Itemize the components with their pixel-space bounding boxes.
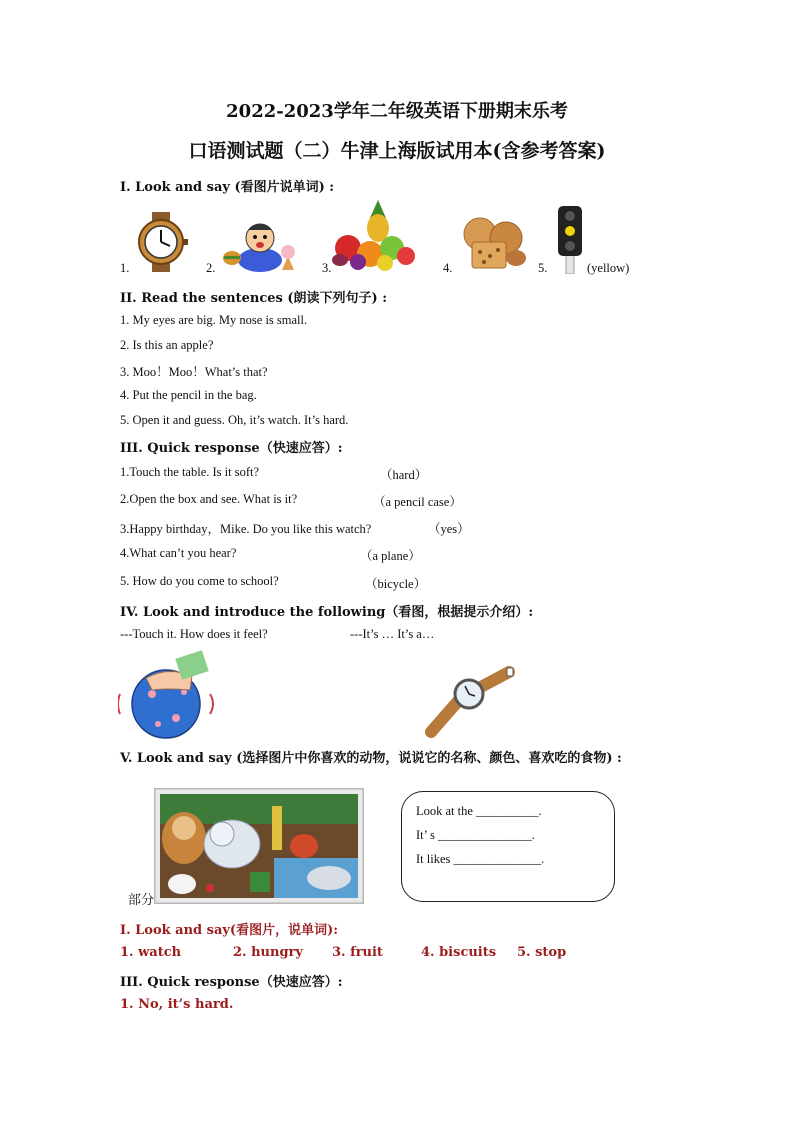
page-subtitle: 口语测试题（二）牛津上海版试用本(含参考答案) <box>188 140 606 162</box>
section5-heading: V. Look and say (选择图片中你喜欢的动物，说说它的名称、颜色、喜欢吃的食物) : <box>120 751 622 766</box>
section3-heading: III. Quick response（快速应答）: <box>120 441 343 456</box>
item-number: 1. <box>120 261 130 275</box>
question-line: 1.Touch the table. Is it soft? <box>120 465 260 479</box>
watch-icon <box>128 212 194 272</box>
sentence-line: 5. Open it and guess. Oh, it’s watch. It’s hard. <box>120 413 349 427</box>
traffic-light-icon <box>555 204 585 274</box>
item-number: 4. <box>443 261 453 275</box>
sentence-line: 2. Is this an apple? <box>120 338 214 352</box>
question-line: 5. How do you come to school? <box>120 574 279 588</box>
sentence-line: 1. My eyes are big. My nose is small. <box>120 313 308 327</box>
prompt-question: ---Touch it. How does it feel? <box>120 627 268 641</box>
watch-icon <box>425 664 517 738</box>
ball-hand-icon <box>118 648 218 740</box>
forest-animals-picture <box>154 788 364 904</box>
question-line: 4.What can’t you hear? <box>120 546 237 560</box>
box-line: It likes ______________. <box>416 852 545 866</box>
answer-item: 4. biscuits <box>421 945 497 960</box>
box-line: Look at the __________. <box>416 804 542 818</box>
box-line: It’ s _______________. <box>416 828 535 842</box>
item-number: 3. <box>322 261 332 275</box>
prompt-answer: ---It’s … It’s a… <box>350 627 435 641</box>
answer-item: 5. stop <box>517 945 567 960</box>
answer-hint: （a plane） <box>360 549 421 563</box>
page-title: 2022-2023学年二年级英语下册期末乐考 <box>226 101 568 122</box>
answer-item: 2. hungry <box>233 945 303 960</box>
answer-item: 3. fruit <box>332 945 383 960</box>
answer-box <box>401 791 615 902</box>
answer-hint: （a pencil case） <box>373 495 462 509</box>
answer-line: 1. No, it’s hard. <box>120 997 234 1012</box>
answer-hint: （yes） <box>428 522 470 536</box>
hungry-boy-icon <box>222 216 300 272</box>
question-line: 2.Open the box and see. What is it? <box>120 492 298 506</box>
answer-heading: I. Look and say(看图片，说单词): <box>120 923 339 938</box>
item-number: 2. <box>206 261 216 275</box>
section4-heading: IV. Look and introduce the following（看图，根据提示介绍）: <box>120 605 534 620</box>
sentence-line: 3. Moo！Moo！What’s that? <box>120 365 268 379</box>
biscuits-icon <box>458 212 528 272</box>
question-line: 3.Happy birthday，Mike. Do you like this watch? <box>120 522 372 536</box>
yellow-hint: (yellow) <box>587 261 630 275</box>
answer-hint: （hard） <box>380 468 428 482</box>
section2-heading: II. Read the sentences (朗读下列句子) : <box>120 291 388 306</box>
sentence-line: 4. Put the pencil in the bag. <box>120 388 257 402</box>
answer-heading: III. Quick response（快速应答）: <box>120 975 343 990</box>
answer-hint: （bicycle） <box>365 577 427 591</box>
item-number: 5. <box>538 261 548 275</box>
answer-item: 1. watch <box>120 945 182 960</box>
fruit-icon <box>330 200 416 272</box>
part-label: 部分 <box>128 893 155 908</box>
section1-heading: I. Look and say (看图片说单词) : <box>120 180 335 195</box>
